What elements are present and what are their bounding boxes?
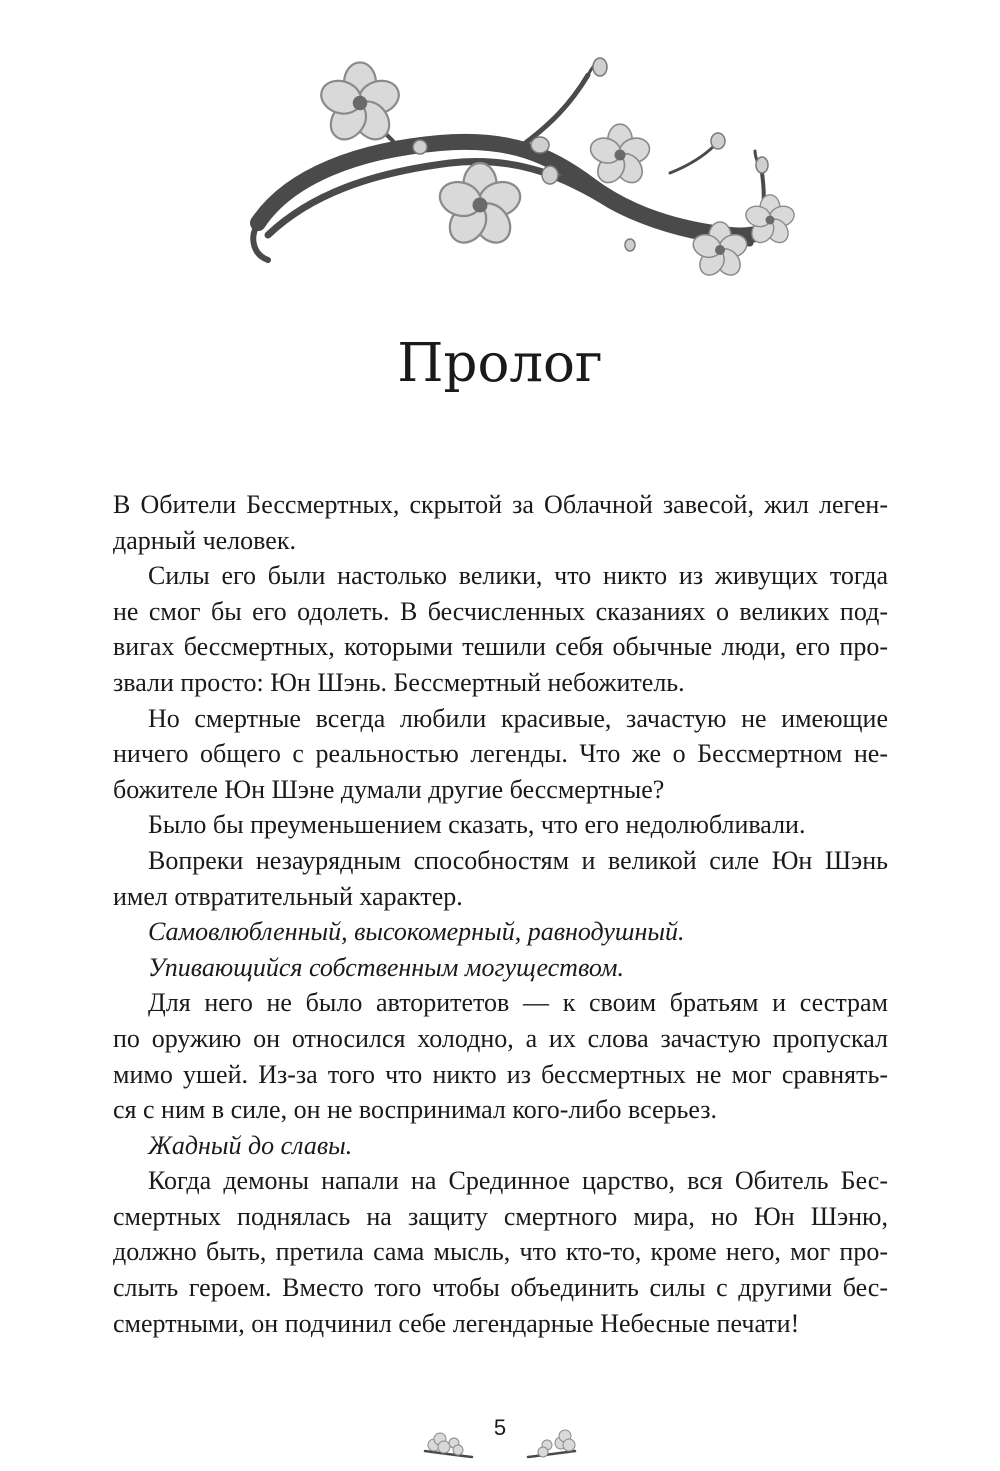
paragraph (113, 985, 888, 1127)
paragraph (113, 807, 888, 843)
paragraph-line: Силы его были настолько велики, что никто из живущих тогда (148, 561, 888, 591)
paragraph-line: Для него не было авторитетов — к своим братьям и сестрам (148, 988, 888, 1018)
paragraph-line: не смог бы его одолеть. В бесчисленных сказаниях о великих под- (113, 596, 888, 626)
paragraph-line: дарный человек. (113, 525, 296, 555)
paragraph-line: ся с ним в силе, он не воспринимал кого-либо всерьез. (113, 1095, 718, 1125)
paragraph (113, 914, 888, 950)
paragraph-line: звали просто: Юн Шэнь. Бессмертный небожитель. (113, 667, 685, 697)
paragraph (113, 487, 888, 558)
paragraph-line: вигах бессмертных, которыми тешили себя обычные люди, его про- (113, 632, 888, 662)
paragraph-line: смертными, он подчинил себе легендарные Небесные печати! (113, 1308, 800, 1338)
paragraph-line: Упивающийся собственным могуществом. (148, 952, 624, 982)
paragraph (113, 950, 888, 986)
paragraph-line: мимо ушей. Из-за того что никто из бессмертных не мог сравнять- (113, 1059, 888, 1089)
paragraph (113, 843, 888, 914)
paragraph-line: божителе Юн Шэне думали другие бессмертные? (113, 774, 665, 804)
paragraph-line: по оружию он относился холодно, а их слова зачастую пропускал (113, 1023, 888, 1053)
page-number: 5 (493, 1415, 507, 1440)
paragraph-line: Было бы преуменьшением сказать, что его недолюбливали. (148, 810, 806, 840)
blossom-sprig-right-icon (525, 1423, 580, 1463)
paragraph-line: имел отвратительный характер. (113, 881, 463, 911)
paragraph-line: должно быть, претила сама мысль, что кто-то, кроме него, мог про- (113, 1237, 888, 1267)
paragraph-line: Вопреки незаурядным способностям и великой силе Юн Шэнь (148, 845, 888, 875)
paragraph (113, 558, 888, 700)
paragraph-line: В Обители Бессмертных, скрытой за Облачной завесой, жил леген- (113, 490, 888, 519)
paragraph-line: Но смертные всегда любили красивые, зачастую не имеющие (148, 703, 888, 733)
cherry-blossom-branch-icon (250, 55, 800, 285)
paragraph (113, 701, 888, 808)
page-footer (420, 1415, 580, 1465)
paragraph-line: слыть героем. Вместо того чтобы объединить силы с другими бес- (113, 1273, 888, 1303)
paragraph-line: Когда демоны напали на Срединное царство, вся Обитель Бес- (148, 1166, 888, 1196)
paragraph-line: Самовлюбленный, высокомерный, равнодушный. (148, 917, 685, 947)
chapter-title: Пролог (397, 332, 603, 394)
paragraph-line: смертных поднялась на защиту смертного мира, но Юн Шэню, (113, 1201, 888, 1231)
paragraph-line: ничего общего с реальностью легенды. Что же о Бессмертном не- (113, 739, 888, 769)
paragraph (113, 1163, 888, 1341)
paragraph-line: Жадный до славы. (148, 1130, 353, 1160)
paragraph (113, 1128, 888, 1164)
body-text (113, 487, 888, 1341)
